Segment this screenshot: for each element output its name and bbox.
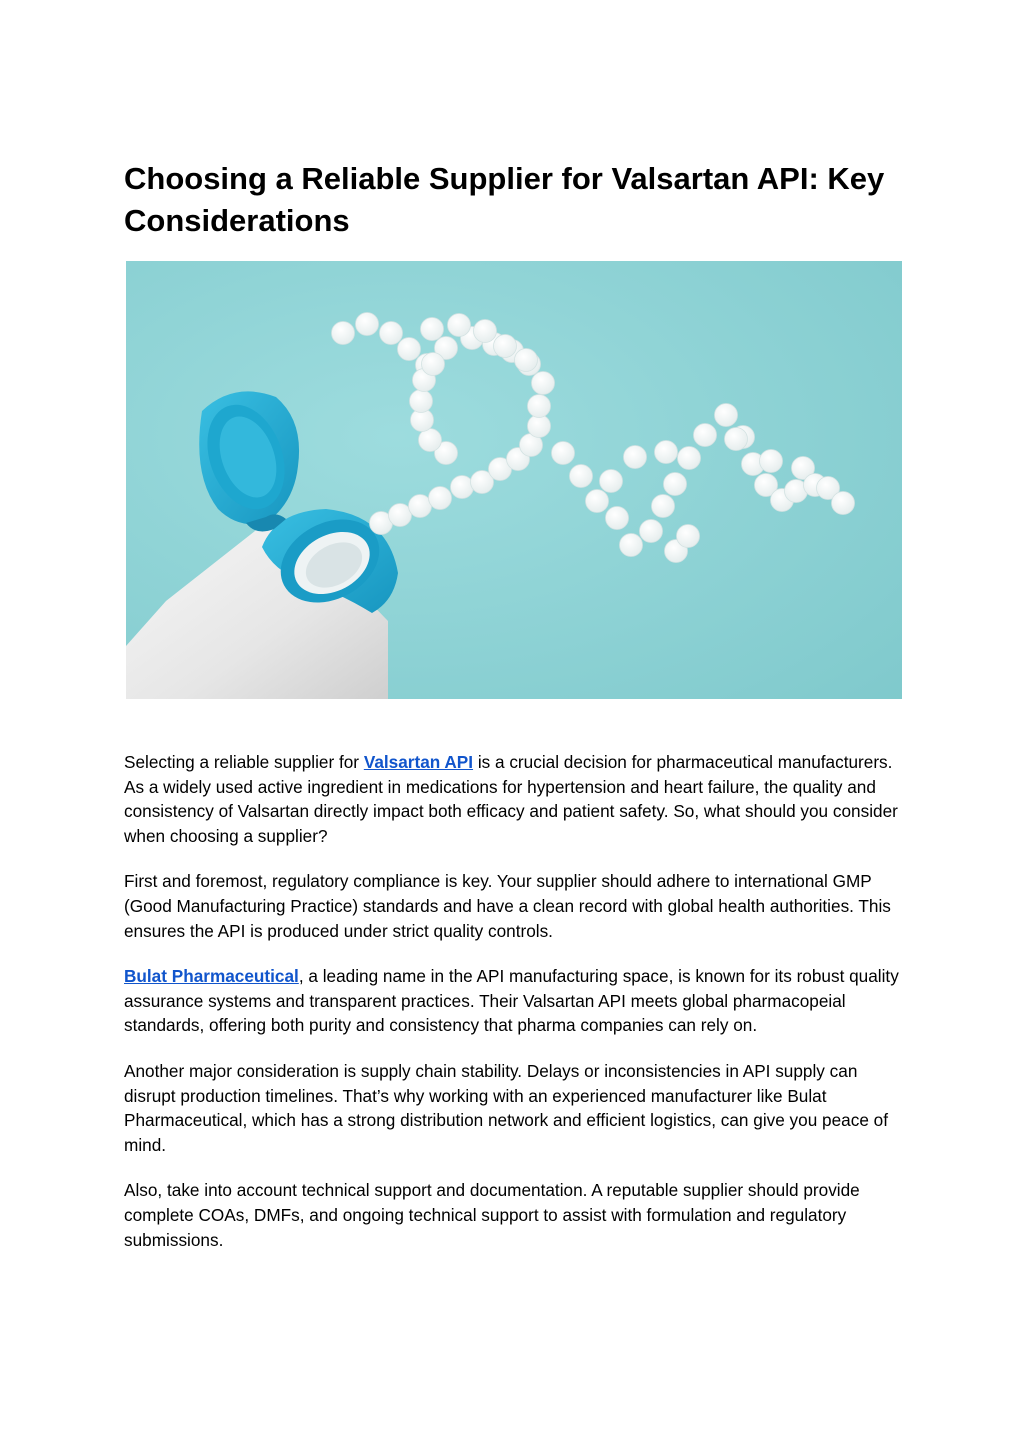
pill-icon — [419, 429, 442, 452]
pill-icon — [421, 318, 444, 341]
pill-icon — [640, 520, 663, 543]
pill-icon — [620, 534, 643, 557]
valsartan-api-link[interactable]: Valsartan API — [363, 752, 474, 772]
pill-icon — [606, 507, 629, 530]
pill-icon — [760, 450, 783, 473]
pill-icon — [694, 424, 717, 447]
pill-icon — [451, 476, 474, 499]
pill-icon — [389, 504, 412, 527]
pill-icon — [410, 390, 433, 413]
pill-icon — [532, 372, 555, 395]
paragraph-technical-support: Also, take into account technical support and documentation. A reputable supplier should provide complete COAs, DMFs, and ongoing technical support to assist with formulation and regulatory submissions. — [124, 1180, 860, 1250]
pill-icon — [494, 335, 517, 358]
hero-image — [126, 261, 902, 699]
pill-icon — [528, 395, 551, 418]
pill-icon — [448, 314, 471, 337]
pill-icon — [655, 441, 678, 464]
article-body — [124, 750, 904, 1273]
paragraph-intro — [124, 750, 904, 848]
pill-icon — [725, 428, 748, 451]
pills-heartbeat-illustration — [126, 261, 902, 699]
bulat-pharmaceutical-link[interactable]: Bulat Pharmaceutical — [124, 966, 299, 987]
paragraph-compliance: First and foremost, regulatory compliance is key. Your supplier should adhere to international GMP (Good Manufacturing Practice) standards and have a clean record with global health authorities. This ensures the API is produced under strict quality controls. — [124, 871, 891, 941]
pill-icon — [356, 313, 379, 336]
pill-icon — [515, 349, 538, 372]
pill-icon — [398, 338, 421, 361]
pill-icon — [715, 404, 738, 427]
paragraph-text: is a crucial decision for pharmaceutical manufacturers. As a widely used active ingredient in medications for hypertension and heart failure, the quality and consistency of Valsartan directly impact both efficacy and patient safety. So, what should you consider when choosing a supplier? — [124, 752, 898, 846]
pill-icon — [677, 525, 700, 548]
pill-icon — [652, 495, 675, 518]
pill-icon — [600, 470, 623, 493]
pill-icon — [474, 320, 497, 343]
paragraph-text: , a leading name in the API manufacturing space, is known for its robust quality assurance systems and transparent practices. Their Valsartan API meets global pharmacopeial standards, offering both purity and consistency that pharma companies can rely on. — [124, 966, 899, 1036]
pill-icon — [570, 465, 593, 488]
page-title: Choosing a Reliable Supplier for Valsartan API: Key Considerations — [124, 161, 885, 238]
paragraph-bulat — [124, 964, 904, 1038]
pill-icon — [429, 487, 452, 510]
pill-icon — [528, 415, 551, 438]
pill-icon — [409, 495, 432, 518]
pill-icon — [678, 447, 701, 470]
pill-icon — [422, 353, 445, 376]
pill-icon — [832, 492, 855, 515]
pill-icon — [586, 490, 609, 513]
pill-icon — [332, 322, 355, 345]
pill-icon — [664, 473, 687, 496]
pill-icon — [624, 446, 647, 469]
paragraph-supply-chain: Another major consideration is supply chain stability. Delays or inconsistencies in API supply can disrupt production timelines. That’s why working with an experienced manufacturer like Bulat Pharmaceutical, which has a strong distribution network and efficient logistics, can give you peace of mind. — [124, 1060, 888, 1155]
pill-icon — [552, 442, 575, 465]
pill-icon — [380, 322, 403, 345]
paragraph-text: Selecting a reliable supplier for — [124, 752, 364, 772]
